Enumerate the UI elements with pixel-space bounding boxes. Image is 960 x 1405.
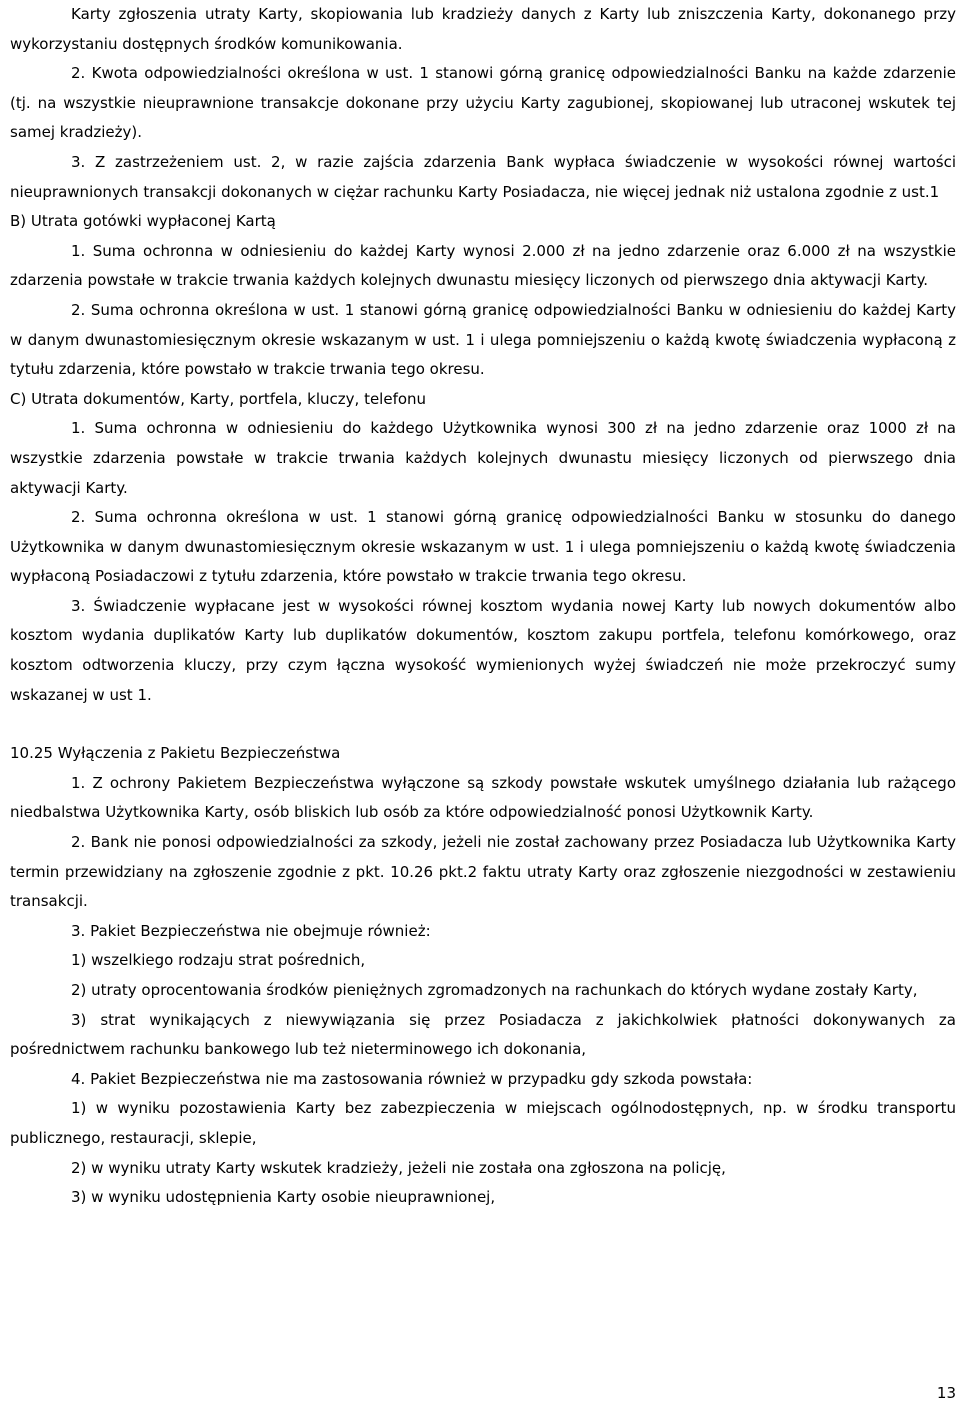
paragraph: 1. Suma ochronna w odniesieniu do każdego Użytkownika wynosi 300 zł na jedno zdarzenie oraz 1000 zł na wszystkie zdarzenia powstałe w trakcie trwania każdych kolejnych dwunastu miesięcy liczonych od pierwszego dnia aktywacji Karty. (10, 419, 956, 497)
paragraph: 3. Świadczenie wypłacane jest w wysokości równej kosztom wydania nowej Karty lub nowych dokumentów albo kosztom wydania duplikatów Karty lub duplikatów dokumentów, kosztom zakupu portfela, telefonu komórkowego, oraz kosztom odtworzenia kluczy, przy czym łączna wysokość wymienionych wyżej świadczeń nie może przekroczyć sumy wskazanej w ust 1. (10, 596, 956, 704)
paragraph: 1. Suma ochronna w odniesieniu do każdej Karty wynosi 2.000 zł na jedno zdarzenie oraz 6.000 zł na wszystkie zdarzenia powstałe w trakcie trwania każdych kolejnych dwunastu miesięcy liczonych od pierwszego dnia aktywacji Karty. (10, 241, 956, 290)
paragraph: 2. Suma ochronna określona w ust. 1 stanowi górną granicę odpowiedzialności Banku w odniesieniu do każdej Karty w danym dwunastomiesięcznym okresie wskazanym w ust. 1 i ulega pomniejszeniu o każdą kwotę świadczenia wypłaconą z tytułu zdarzenia, które powstało w trakcie trwania tego okresu. (10, 300, 956, 379)
paragraph: Karty zgłoszenia utraty Karty, skopiowania lub kradzieży danych z Karty lub zniszczenia Karty, dokonanego przy wykorzystaniu dostępnych środków komunikowania. (10, 5, 956, 53)
paragraph: 2. Bank nie ponosi odpowiedzialności za szkody, jeżeli nie został zachowany przez Posiadacza lub Użytkownika Karty termin przewidziany na zgłoszenie zgodnie z pkt. 10.26 pkt.2 faktu utraty Karty oraz zgłoszenie niezgodności w zestawieniu transakcji. (10, 833, 956, 911)
spacer (10, 710, 956, 739)
list-item: 2) w wyniku utraty Karty wskutek kradzieży, jeżeli nie została ona zgłoszona na policję, (71, 1158, 726, 1177)
list-item: 2) utraty oprocentowania środków pieniężnych zgromadzonych na rachunkach do których wydane zostały Karty, (71, 981, 918, 999)
paragraph: 4. Pakiet Bezpieczeństwa nie ma zastosowania również w przypadku gdy szkoda powstała: (71, 1069, 753, 1088)
page-number: 13 (936, 1384, 956, 1402)
paragraph: 3. Pakiet Bezpieczeństwa nie obejmuje również: (71, 921, 431, 940)
list-item: 1) w wyniku pozostawienia Karty bez zabezpieczenia w miejscach ogólnodostępnych, np. w środku transportu publicznego, restauracji, sklepie, (10, 1099, 956, 1147)
paragraph: 2. Suma ochronna określona w ust. 1 stanowi górną granicę odpowiedzialności Banku w stosunku do danego Użytkownika w danym dwunastomiesięcznym okresie wskazanym w ust. 1 i ulega pomniejszeniu o każdą kwotę świadczenia wypłaconą Posiadaczowi z tytułu zdarzenia, które powstało w trakcie trwania tego okresu. (10, 508, 956, 586)
section-heading: 10.25 Wyłączenia z Pakietu Bezpieczeństwa (10, 744, 341, 763)
section-heading: B) Utrata gotówki wypłaconej Kartą (10, 212, 276, 231)
paragraph: 3. Z zastrzeżeniem ust. 2, w razie zajścia zdarzenia Bank wypłaca świadczenie w wysokości równej wartości nieuprawnionych transakcji dokonanych w ciężar rachunku Karty Posiadacza, nie więcej jednak niż ustalona zgodnie z ust.1 (10, 152, 956, 201)
section-heading: C) Utrata dokumentów, Karty, portfela, kluczy, telefonu (10, 389, 427, 408)
list-item: 3) strat wynikających z niewywiązania się przez Posiadacza z jakichkolwiek płatności dokonywanych za pośrednictwem rachunku bankowego lub też nieterminowego ich dokonania, (10, 1010, 956, 1059)
list-item: 3) w wyniku udostępnienia Karty osobie nieuprawnionej, (71, 1188, 496, 1207)
paragraph: 1. Z ochrony Pakietem Bezpieczeństwa wyłączone są szkody powstałe wskutek umyślnego działania lub rażącego niedbalstwa Użytkownika Karty, osób bliskich lub osób za które odpowiedzialność ponosi Użytkownik Karty. (10, 773, 956, 822)
list-item: 1) wszelkiego rodzaju strat pośrednich, (71, 951, 366, 970)
document-body (10, 0, 956, 1213)
paragraph: 2. Kwota odpowiedzialności określona w ust. 1 stanowi górną granicę odpowiedzialności Banku na każde zdarzenie (tj. na wszystkie nieuprawnione transakcje dokonane przy użyciu Karty zagubionej, skopiowanej lub utraconej wskutek tej samej kradzieży). (10, 64, 956, 142)
